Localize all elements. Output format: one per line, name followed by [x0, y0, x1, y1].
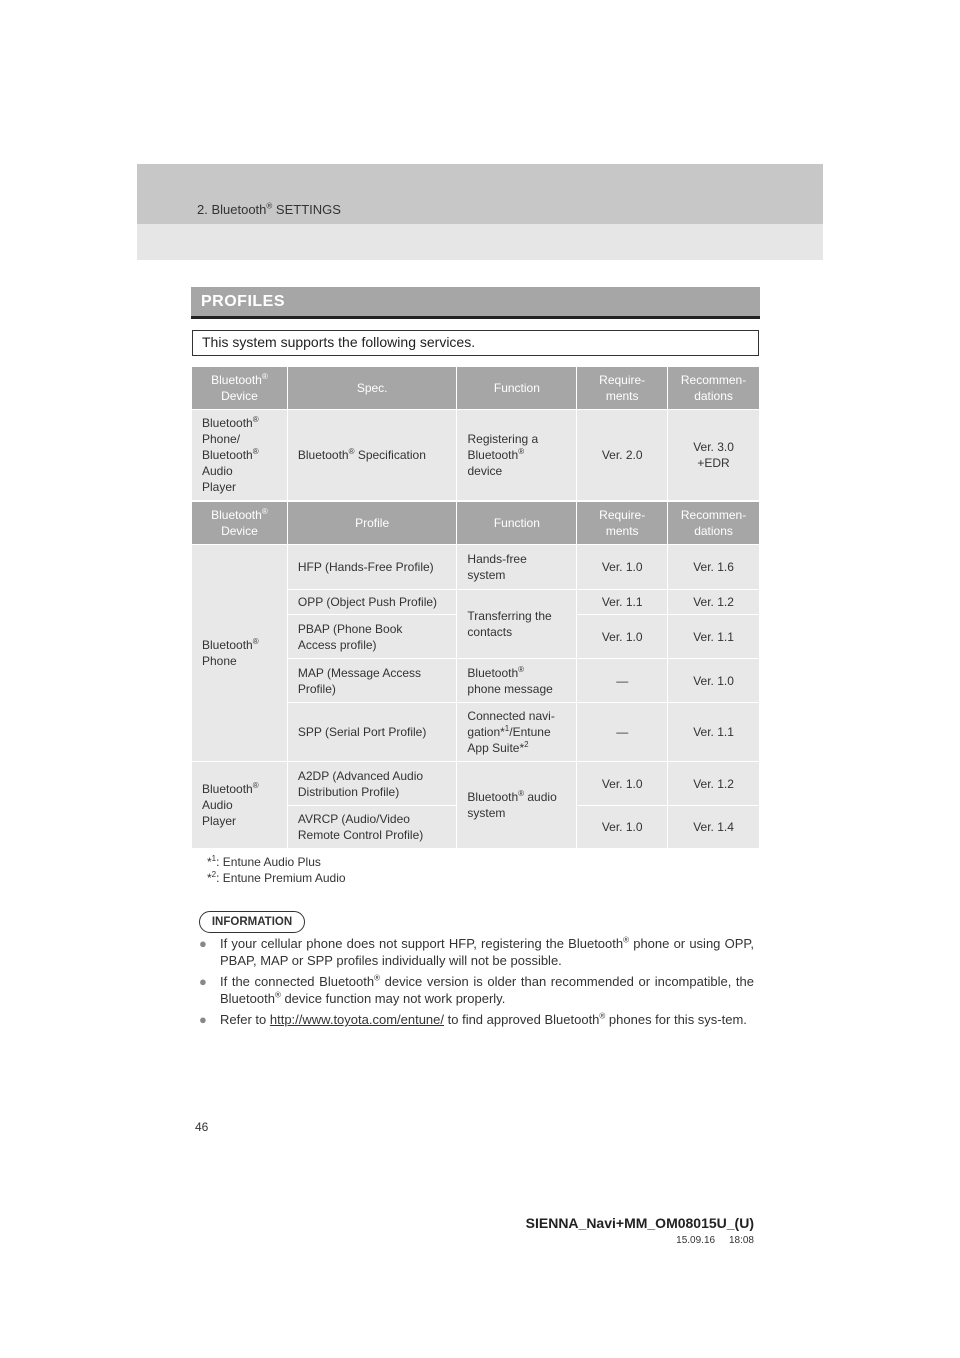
col-recommendations: Recommen- dations	[668, 502, 760, 545]
footnote-2: *$^2$: Entune Premium Audio	[207, 870, 346, 885]
footnotes	[207, 854, 346, 886]
spec-table-header	[192, 367, 760, 410]
list-item: ● If your cellular phone does not support HFP, registering the Bluetooth® phone or using OPP, PBAP, MAP or SPP profiles individually will not be possible.	[199, 935, 754, 968]
requirement-cell: —	[577, 659, 668, 703]
profile-cell: A2DP (Advanced Audio Distribution Profile)	[287, 762, 457, 806]
footnote-1: *$^1$: Entune Audio Plus	[207, 854, 321, 869]
recommendation-cell: Ver. 1.4	[668, 806, 760, 849]
table-row	[192, 762, 760, 806]
function-cell: Transferring the contacts	[457, 590, 577, 659]
profile-cell: OPP (Object Push Profile)	[287, 590, 457, 615]
recommendation-cell: Ver. 1.2	[668, 590, 760, 615]
recommendation-cell: Ver. 1.0	[668, 659, 760, 703]
page-number: 46	[195, 1120, 209, 1134]
table-row	[192, 410, 760, 501]
device-cell: Bluetooth® Phone/ Bluetooth® Audio Player	[192, 410, 288, 501]
requirement-cell: —	[577, 703, 668, 762]
requirement-cell: Ver. 1.0	[577, 762, 668, 806]
spec-cell: Bluetooth® Specification	[287, 410, 457, 501]
profile-table	[191, 501, 760, 849]
requirement-cell: Ver. 1.0	[577, 615, 668, 659]
list-item: ● If the connected Bluetooth® device version is older than recommended or incompatible, the Bluetooth® device function may not work properly.	[199, 973, 754, 1006]
bullet-icon: ●	[199, 1012, 207, 1027]
col-function: Function	[457, 367, 577, 410]
function-cell: Bluetooth® audio system	[457, 762, 577, 849]
col-function: Function	[457, 502, 577, 545]
function-cell: Registering a Bluetooth® device	[457, 410, 577, 501]
bullet-icon: ●	[199, 936, 207, 951]
col-device: Bluetooth® Device	[192, 502, 288, 545]
header-subband	[137, 224, 823, 260]
profile-cell: HFP (Hands-Free Profile)	[287, 545, 457, 590]
entune-link[interactable]: http://www.toyota.com/entune/	[269, 1012, 445, 1027]
section-divider	[191, 316, 760, 319]
section-title: PROFILES	[201, 293, 286, 310]
document-code: SIENNA_Navi+MM_OM08015U_(U)	[525, 1215, 754, 1231]
col-recommendations: Recommen- dations	[668, 367, 760, 410]
col-profile: Profile	[287, 502, 457, 545]
device-audio-cell: Bluetooth® Audio Player	[192, 762, 288, 849]
requirement-cell: Ver. 1.1	[577, 590, 668, 615]
recommendation-cell: Ver. 1.6	[668, 545, 760, 590]
recommendation-cell: Ver. 1.1	[668, 703, 760, 762]
col-device: Bluetooth® Device	[192, 367, 288, 410]
document-date: 15.09.16 18:08	[676, 1235, 754, 1246]
col-requirements: Require- ments	[577, 367, 668, 410]
profile-cell: PBAP (Phone Book Access profile)	[287, 615, 457, 659]
information-label: INFORMATION	[199, 911, 305, 933]
information-list	[199, 935, 754, 1032]
table-row	[192, 545, 760, 590]
function-cell: Connected navi- gation*$^1$/Entune App Suite*$^2$	[457, 703, 577, 762]
device-phone-cell: Bluetooth® Phone	[192, 545, 288, 762]
profile-cell: MAP (Message Access Profile)	[287, 659, 457, 703]
recommendation-cell: Ver. 1.2	[668, 762, 760, 806]
col-spec: Spec.	[287, 367, 457, 410]
bullet-icon: ●	[199, 974, 207, 989]
col-requirements: Require- ments	[577, 502, 668, 545]
section-title-bar	[191, 287, 760, 316]
list-item: ● Refer to http://www.toyota.com/entune/ to find approved Bluetooth® phones for this sys-tem.	[199, 1011, 747, 1027]
function-cell: Hands-free system	[457, 545, 577, 590]
spec-table	[191, 366, 760, 501]
intro-box	[192, 330, 759, 356]
recommendation-cell: Ver. 1.1	[668, 615, 760, 659]
requirement-cell: Ver. 1.0	[577, 545, 668, 590]
chapter-title: 2. Bluetooth® SETTINGS	[197, 201, 341, 217]
requirement-cell: Ver. 1.0	[577, 806, 668, 849]
profile-table-header	[192, 502, 760, 545]
intro-text: This system supports the following services.	[202, 334, 476, 350]
recommendation-cell: Ver. 3.0 +EDR	[668, 410, 760, 501]
profile-cell: AVRCP (Audio/Video Remote Control Profile)	[287, 806, 457, 849]
function-cell: Bluetooth® phone message	[457, 659, 577, 703]
profile-cell: SPP (Serial Port Profile)	[287, 703, 457, 762]
requirement-cell: Ver. 2.0	[577, 410, 668, 501]
